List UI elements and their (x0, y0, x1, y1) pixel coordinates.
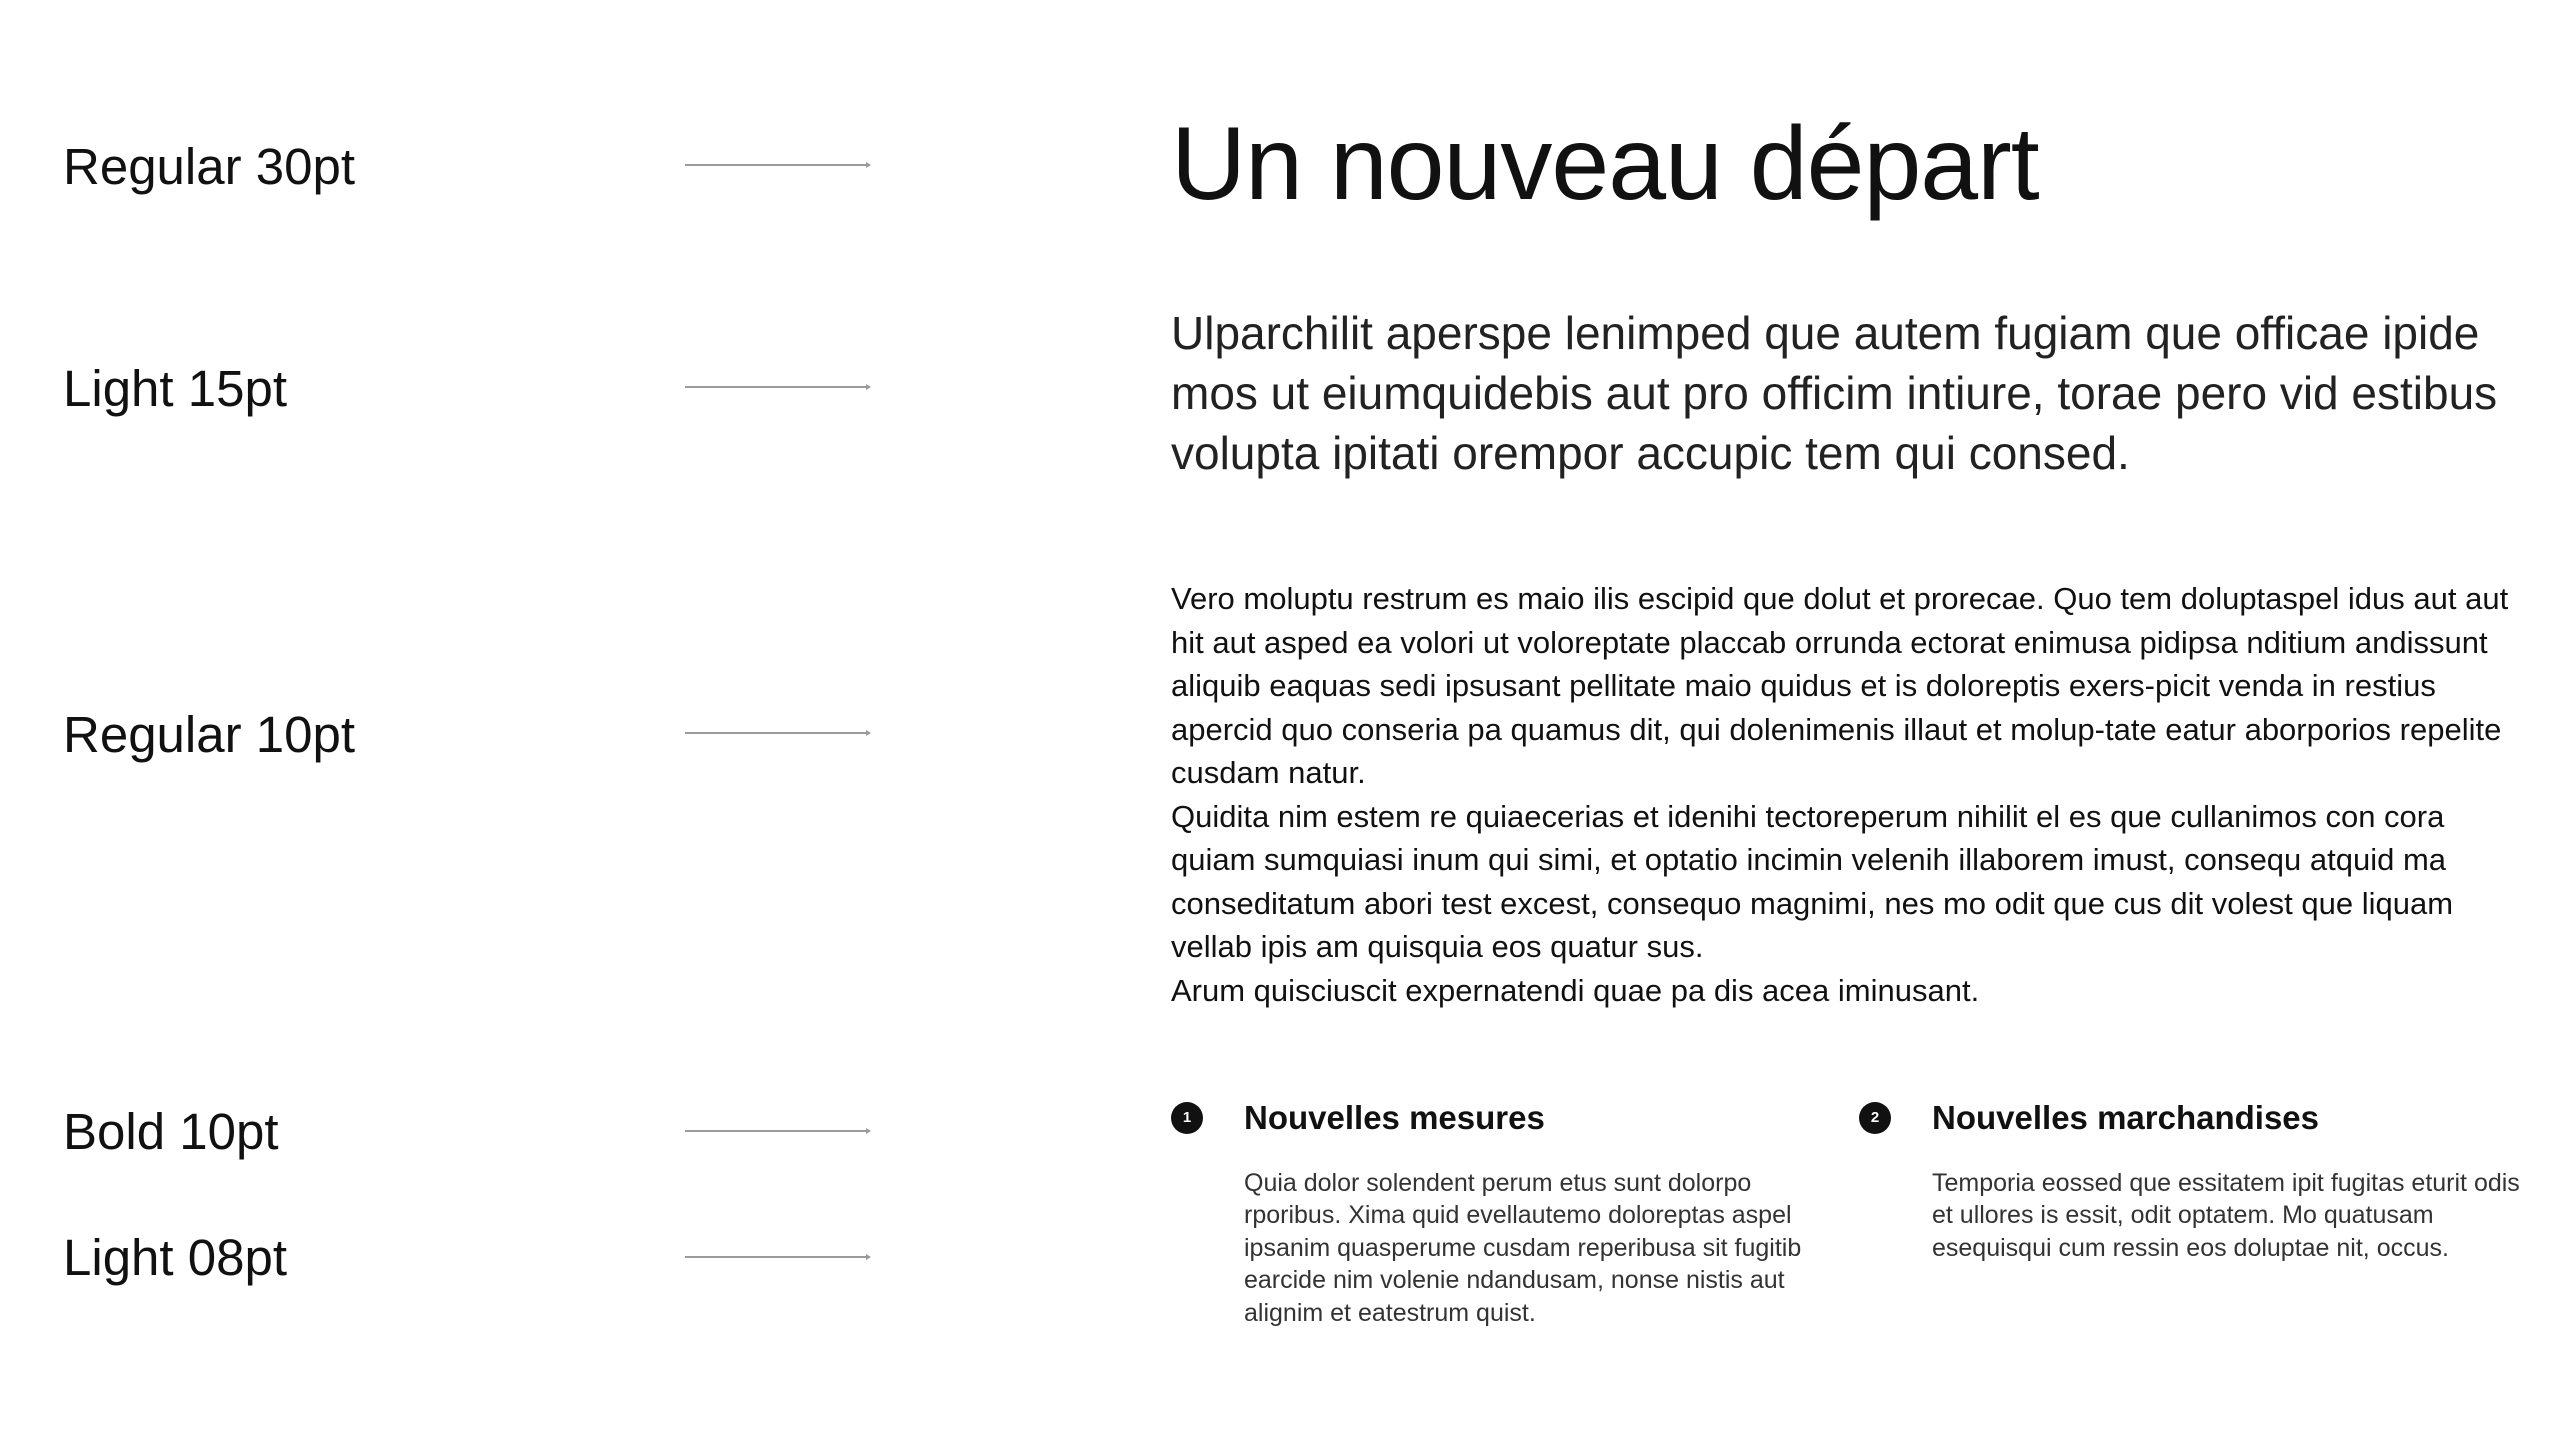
spec-label-regular-10pt: Regular 10pt (63, 706, 356, 763)
number-badge-icon: 1 (1171, 1102, 1203, 1134)
spec-arrow-bold-10pt (685, 1130, 869, 1132)
spec-label-bold-10pt: Bold 10pt (63, 1103, 279, 1160)
feature-description: Quia dolor solendent perum etus sunt dolorpo rporibus. Xima quid evellautemo doloreptas aspel ipsanim quasperume cusdam reperibusa sit fugitib earcide nim volenie ndandusam, nonse nistis aut alignim et eatestrum quist. (1244, 1169, 1802, 1327)
number-badge-icon: 2 (1859, 1102, 1891, 1134)
spec-label-regular-30pt: Regular 30pt (63, 138, 356, 195)
feature-title: Nouvelles mesures (1244, 1099, 1545, 1136)
lead-paragraph: Ulparchilit aperspe lenimped que autem fugiam que officae ipide mos ut eiumquidebis aut pro officim intiure, torae pero vid estibus volupta ipitati orempor accupic tem qui consed. (1171, 307, 2498, 479)
body-text (1171, 577, 2516, 1012)
spec-label-light-15pt: Light 15pt (63, 360, 288, 417)
body-paragraph: Quidita nim estem re quiaecerias et idenihi tectoreperum nihilit el es que cullanimos con cora quiam sumquiasi inum qui simi, et optatio incimin velenih illaborem imust, consequ atquid ma conseditatum abori test excest, consequo magnimi, nes mo odit que cus dit volest que liquam vellab ipis am quisquia eos quatur sus. (1171, 798, 2454, 964)
body-paragraph: Vero moluptu restrum es maio ilis escipid que dolut et prorecae. Quo tem doluptaspel idus aut aut hit aut asped ea volori ut voloreptate placcab orrunda ectorat enimusa pidipsa nditium andissunt aliquib eaquas sedi ipsusant pellitate maio quidus et is doloreptis exers-picit venda in restius apercid quo conseria pa quamus dit, qui dolenimenis illaut et molup-tate eatur aborporios repelite cusdam natur. (1171, 581, 2509, 790)
spec-arrow-regular-30pt (685, 164, 869, 166)
spec-arrow-light-08pt (685, 1256, 869, 1258)
feature-title: Nouvelles marchandises (1932, 1099, 2320, 1136)
spec-arrow-light-15pt (685, 386, 869, 388)
spec-label-light-08pt: Light 08pt (63, 1229, 288, 1286)
body-paragraph: Arum quisciuscit expernatendi quae pa dis acea iminusant. (1171, 972, 1980, 1008)
spec-arrow-regular-10pt (685, 732, 869, 734)
page-title: Un nouveau départ (1171, 106, 2039, 222)
feature-description: Temporia eossed que essitatem ipit fugitas eturit odis et ullores is essit, odit optatem. Mo quatusam esequisqui cum ressin eos doluptae nit, occus. (1932, 1169, 2520, 1262)
